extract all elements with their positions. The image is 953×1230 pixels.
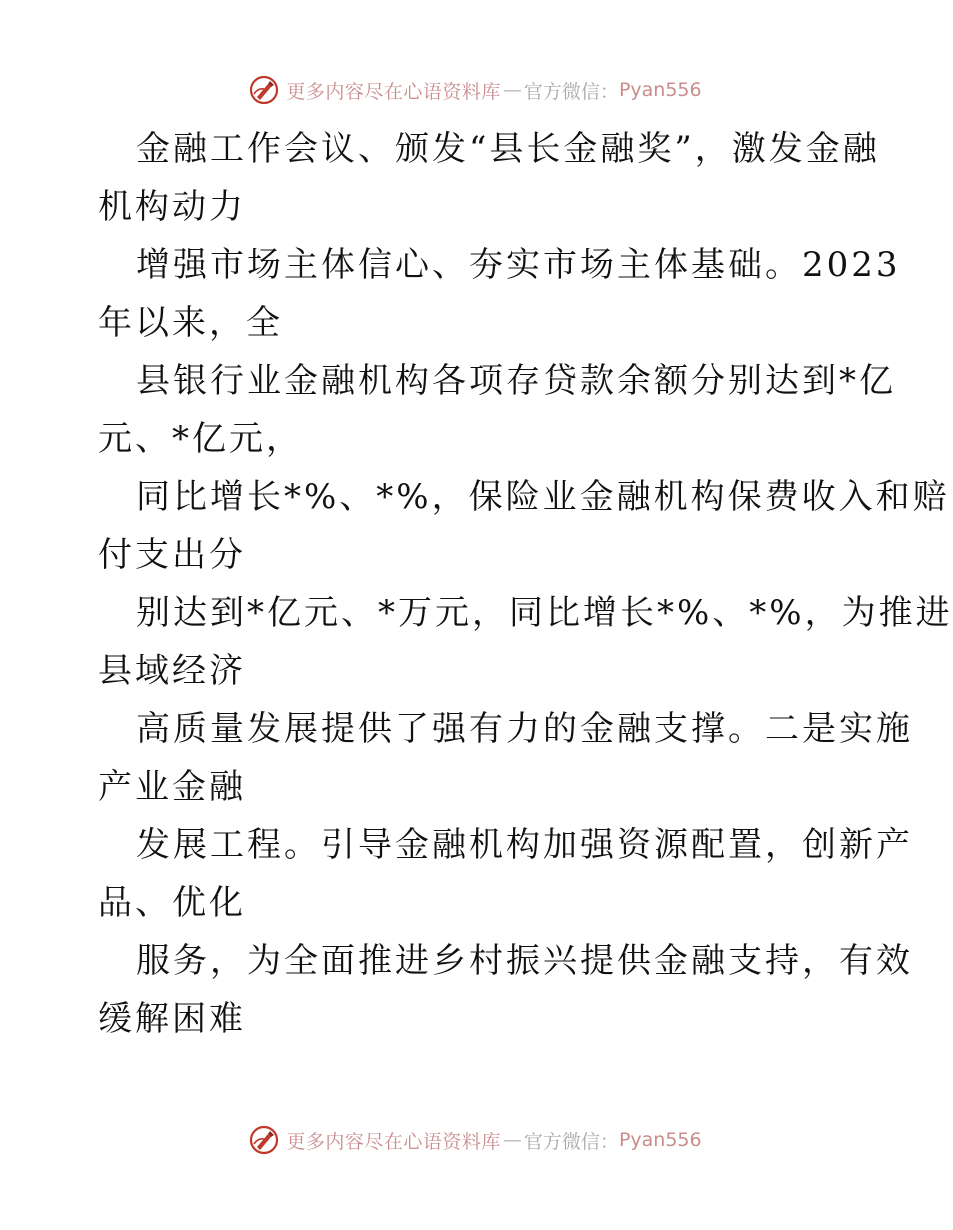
watermark-separator: — xyxy=(502,1129,522,1151)
watermark-separator: — xyxy=(502,79,522,101)
watermark-site-text: 更多内容尽在心语资料库 xyxy=(286,80,501,103)
body-line: 发展工程。引导金融机构加强资源配置，创新产 xyxy=(136,825,913,865)
body-line: 服务，为全面推进乡村振兴提供金融支持，有效 xyxy=(136,941,913,981)
document-body xyxy=(98,120,953,1048)
watermark-wechat-label: 官方微信： xyxy=(523,80,619,103)
body-line: 同比增长*%、*%，保险业金融机构保费收入和赔 xyxy=(136,477,950,517)
pen-logo-icon xyxy=(248,1124,280,1156)
body-line: 品、优化 xyxy=(98,883,246,923)
watermark-wechat-id: Pyan556 xyxy=(618,79,702,101)
body-line: 年以来，全 xyxy=(98,303,283,343)
pen-logo-icon xyxy=(248,74,280,106)
body-line: 元、*亿元， xyxy=(98,419,303,459)
watermark-site-text: 更多内容尽在心语资料库 xyxy=(286,1130,501,1153)
body-line: 金融工作会议、颁发“县长金融奖”，激发金融 xyxy=(136,129,880,169)
watermark-wechat-id: Pyan556 xyxy=(618,1129,702,1151)
body-line: 产业金融 xyxy=(98,767,246,807)
header-watermark xyxy=(0,70,950,110)
body-line: 县银行业金融机构各项存贷款余额分别达到*亿 xyxy=(136,361,896,401)
body-line: 付支出分 xyxy=(98,535,246,575)
body-line: 缓解困难 xyxy=(98,999,246,1039)
body-line: 县域经济 xyxy=(98,651,246,691)
footer-watermark xyxy=(0,1120,950,1160)
body-line: 增强市场主体信心、夯实市场主体基础。2023 xyxy=(136,245,901,285)
body-line: 别达到*亿元、*万元，同比增长*%、*%，为推进 xyxy=(136,593,953,633)
body-line: 机构动力 xyxy=(98,187,246,227)
watermark-wechat-label: 官方微信： xyxy=(523,1130,619,1153)
body-line: 高质量发展提供了强有力的金融支撑。二是实施 xyxy=(136,709,913,749)
